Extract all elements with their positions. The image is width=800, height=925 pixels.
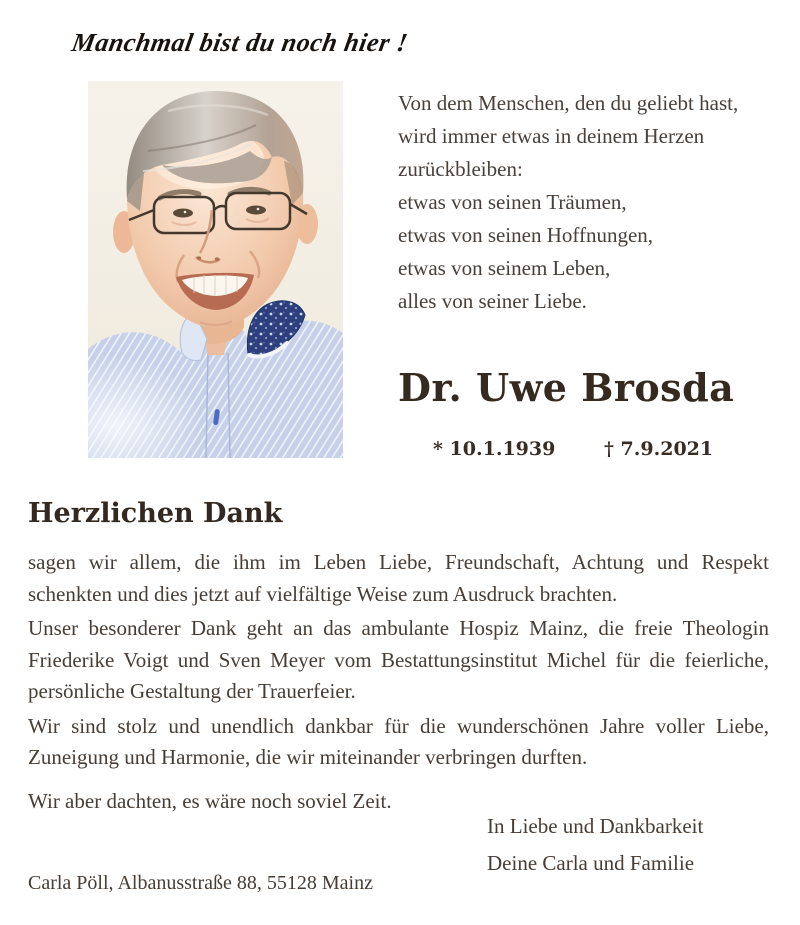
portrait-photo bbox=[88, 81, 343, 458]
birth-date: * 10.1.1939 bbox=[433, 438, 556, 460]
thanks-paragraph: Unser besonderer Dank geht an das ambulante Hospiz Mainz, die freie Theologin Friederike Voigt und Sven Meyer vom Bestattungsinstitut Michel für die feierliche, persönliche Gestaltung der Trauerfeier. bbox=[28, 616, 769, 703]
memorial-poem bbox=[398, 87, 788, 318]
poem-line: etwas von seinen Träumen, bbox=[398, 190, 627, 214]
thanks-paragraph: Wir sind stolz und unendlich dankbar für die wunderschönen Jahre voller Liebe, Zuneigung und Harmonie, die wir miteinander verbringen durften. bbox=[28, 713, 769, 769]
contact-address: Carla Pöll, Albanusstraße 88, 55128 Mainz bbox=[28, 872, 373, 894]
poem-line: zurückbleiben: bbox=[398, 157, 523, 181]
memorial-script-line: Manchmal bist du noch hier ! bbox=[69, 28, 411, 57]
poem-line: Von dem Menschen, den du geliebt hast, bbox=[398, 91, 739, 115]
thanks-heading: Herzlichen Dank bbox=[28, 498, 283, 529]
signature-line: In Liebe und Dankbarkeit bbox=[487, 814, 704, 838]
poem-line: etwas von seinem Leben, bbox=[398, 256, 611, 280]
deceased-name: Dr. Uwe Brosda bbox=[398, 365, 735, 410]
death-date: † 7.9.2021 bbox=[604, 438, 714, 460]
signature-block bbox=[487, 808, 703, 882]
thanks-paragraph: sagen wir allem, die ihm im Leben Liebe, Freundschaft, Achtung und Respekt schenkten und dies jetzt auf vielfältige Weise zum Ausdruck brachten. bbox=[28, 550, 769, 606]
poem-line: alles von seiner Liebe. bbox=[398, 289, 587, 313]
signature-line: Deine Carla und Familie bbox=[487, 851, 695, 875]
thanks-text bbox=[28, 547, 769, 820]
poem-line: wird immer etwas in deinem Herzen bbox=[398, 124, 705, 148]
thanks-paragraph: Wir aber dachten, es wäre noch soviel Zeit. bbox=[28, 788, 392, 813]
poem-line: etwas von seinen Hoffnungen, bbox=[398, 223, 654, 247]
portrait-photo-illustration bbox=[88, 81, 343, 458]
